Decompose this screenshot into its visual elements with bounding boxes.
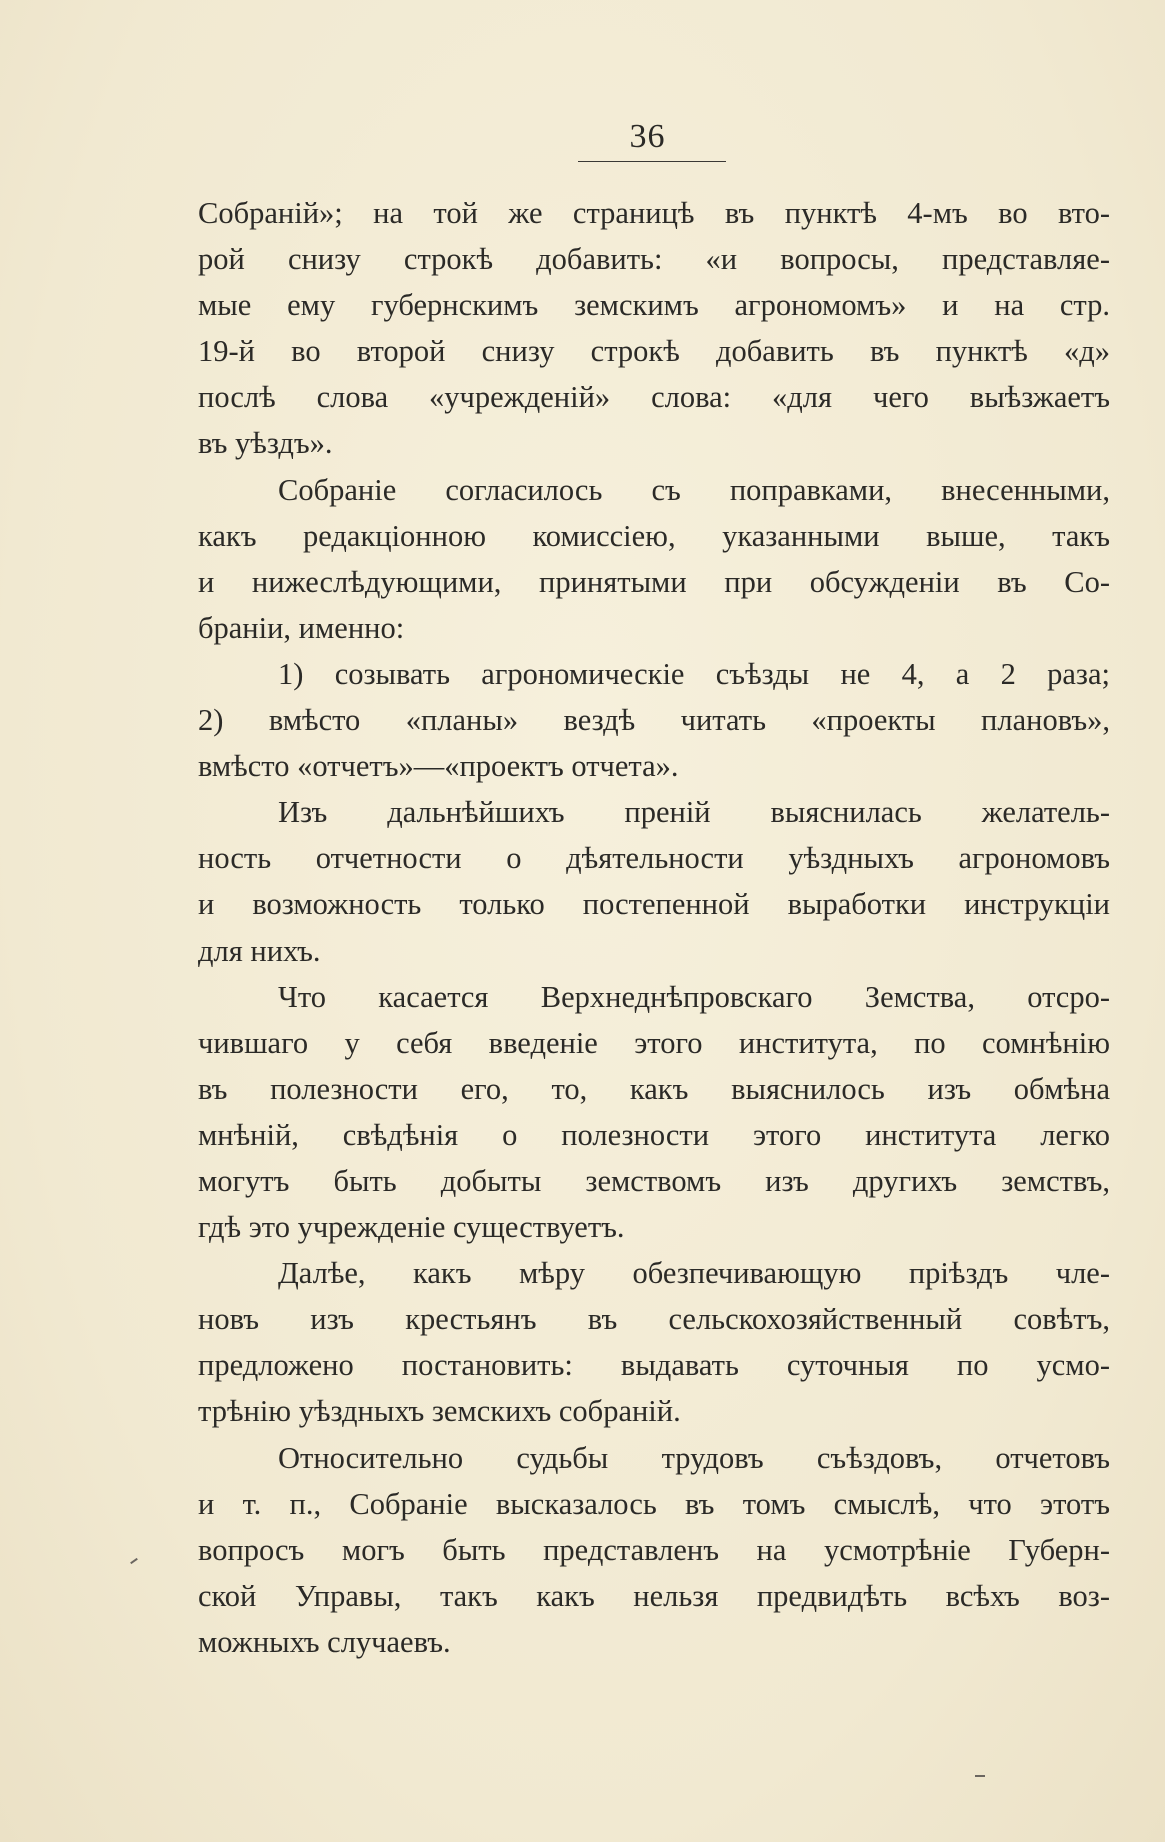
text-line: Собранiй»; на той же страницѣ въ пунктѣ 4-мъ во вто- [198, 196, 1110, 230]
text-line: мые ему губернскимъ земскимъ агрономомъ» и на стр. [198, 288, 1110, 323]
body-text [198, 190, 1110, 1665]
paragraph [198, 1250, 1110, 1434]
margin-mark [975, 1775, 985, 1777]
text-line: предложено постановить: выдавать суточныя по усмо- [198, 1348, 1110, 1383]
text-line: и т. п., Собранiе высказалось въ томъ смыслѣ, что этотъ [198, 1486, 1110, 1521]
text-line: какъ редакцiонною комиссiею, указанными выше, такъ [198, 518, 1110, 553]
text-line: 2) вмѣсто «планы» вездѣ читать «проекты плановъ», [198, 703, 1110, 738]
text-line: Относительно судьбы трудовъ съѣздовъ, отчетовъ [278, 1440, 1110, 1475]
paragraph [198, 467, 1110, 651]
text-line: въ уѣздъ». [198, 426, 333, 461]
text-line: бранiи, именно: [198, 610, 405, 645]
paragraph [198, 974, 1110, 1251]
paragraph [198, 651, 1110, 789]
page-number: 36 [629, 118, 666, 155]
text-line: Изъ дальнѣйшихъ пренiй выяснилась желатель- [278, 795, 1110, 830]
paragraph [198, 789, 1110, 973]
text-line: рой снизу строкѣ добавить: «и вопросы, представляе- [198, 242, 1110, 277]
text-line: въ полезности его, то, какъ выяснилось изъ обмѣна [198, 1071, 1110, 1106]
text-line: 19-й во второй снизу строкѣ добавить въ пунктѣ «д» [198, 334, 1110, 369]
text-line: новъ изъ крестьянъ въ сельскохозяйственный совѣтъ, [198, 1302, 1110, 1337]
text-line: вопросъ могъ быть представленъ на усмотрѣнiе Губерн- [198, 1532, 1110, 1567]
text-line: 1) созывать агрономическiе съѣзды не 4, а 2 раза; [278, 656, 1110, 691]
text-line: могутъ быть добыты земствомъ изъ другихъ земствъ, [198, 1163, 1110, 1198]
text-line: послѣ слова «учрежденiй» слова: «для чего выѣзжаетъ [198, 380, 1110, 415]
text-line: ской Управы, такъ какъ нельзя предвидѣть всѣхъ воз- [198, 1578, 1110, 1613]
text-line: можныхъ случаевъ. [198, 1624, 451, 1659]
text-line: Собранiе согласилось съ поправками, внесенными, [278, 472, 1110, 507]
paragraph [198, 190, 1110, 467]
text-line: ность отчетности о дѣятельности уѣздныхъ агрономовъ [198, 841, 1110, 876]
text-line: мнѣнiй, свѣдѣнiя о полезности этого института легко [198, 1117, 1110, 1152]
margin-mark [130, 1558, 138, 1564]
text-line: для нихъ. [198, 933, 321, 968]
text-line: Далѣе, какъ мѣру обезпечивающую прiѣздъ чле- [278, 1256, 1110, 1291]
text-line: трѣнiю уѣздныхъ земскихъ собранiй. [198, 1394, 681, 1429]
page-number-rule [578, 161, 726, 162]
text-line: Что касается Верхнеднѣпровскаго Земства, отсро- [278, 979, 1110, 1014]
text-line: и нижеслѣдующими, принятыми при обсужденiи въ Со- [198, 564, 1110, 599]
text-line: чившаго у себя введенiе этого института, по сомнѣнiю [198, 1025, 1110, 1060]
paragraph [198, 1435, 1110, 1665]
text-line: гдѣ это учрежденiе существуетъ. [198, 1210, 625, 1245]
text-line: вмѣсто «отчетъ»—«проектъ отчета». [198, 749, 679, 784]
text-line: и возможность только постепенной выработки инструкцiи [198, 887, 1110, 922]
